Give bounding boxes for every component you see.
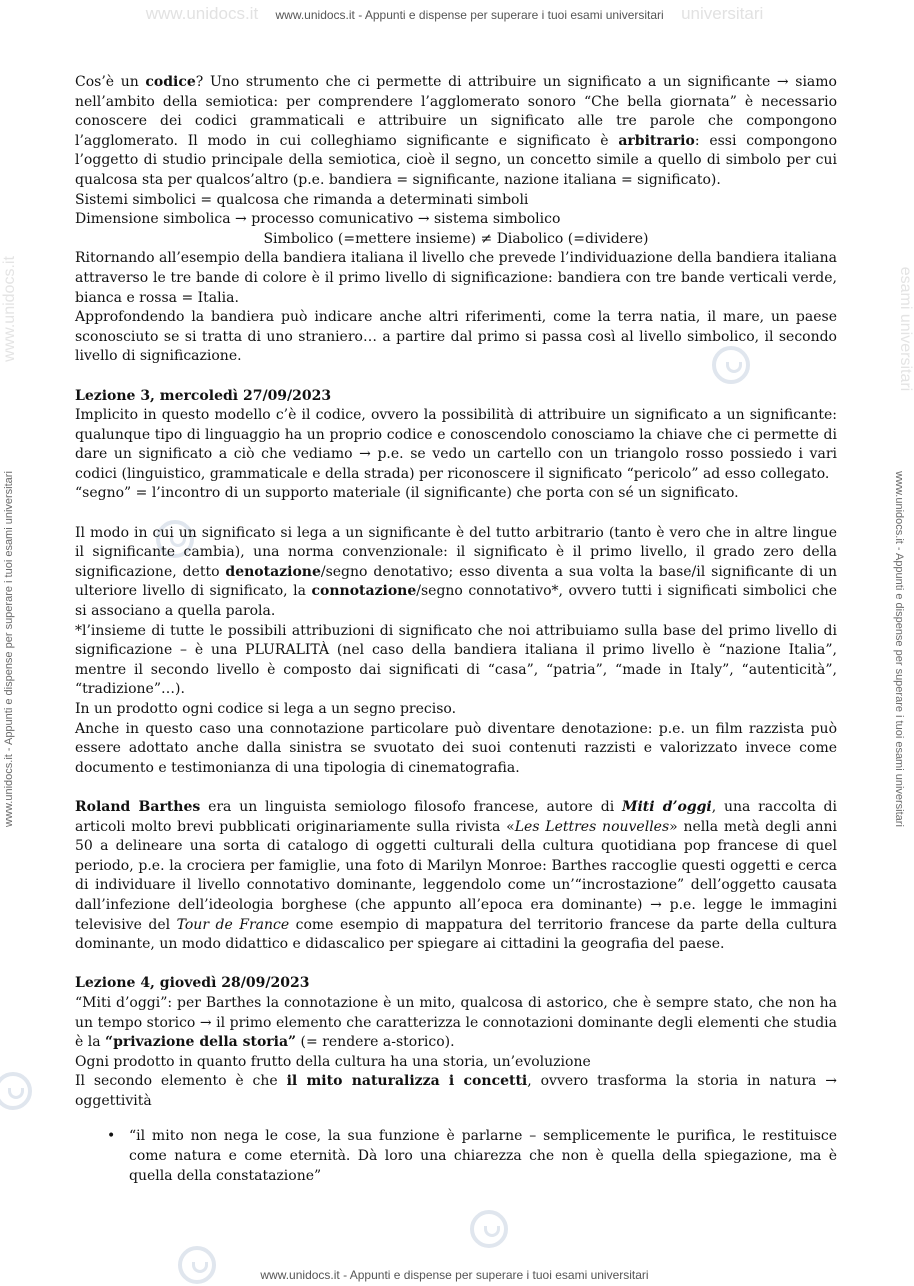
right-side-watermark: www.unidocs.it - Appunti e dispense per superare i tuoi esami universitari: [893, 471, 905, 827]
text-run: , ovvero trasforma la storia in natura → oggettività: [75, 1073, 837, 1109]
footer-watermark: [0, 1268, 909, 1282]
paragraph: Ritornando all’esempio della bandiera italiana il livello che prevede l’individuazione della bandiera italiana attraverso le tre bande di colore è il primo livello di significazione: bandiera con tre bande verticali verde, bianca e rossa = Italia.: [75, 250, 837, 306]
italic-term: Tour de France: [176, 916, 290, 933]
paragraph: Approfondendo la bandiera può indicare anche altri riferimenti, come la terra natia, il mare, un paese sconosciuto se si tratta di uno straniero… a partire dal primo si passa così al livello simbolico, il secondo livello di significazione.: [75, 309, 837, 365]
text-run: ? Uno strumento che ci permette di attribuire un significato a un significante → siamo nell’ambito della semiotica: per comprendere l’agglomerato sonoro “Che bella giornata” è necessario conoscere dei codici grammaticali e attribuire un significato alle tre parole che compongono l’agglomerato. Il modo in cui colleghiamo significante e significato è: [75, 74, 837, 149]
footer-watermark-text: www.unidocs.it - Appunti e dispense per superare i tuoi esami universitari: [260, 1268, 649, 1282]
paragraph: *l’insieme di tutte le possibili attribuzioni di significato che noi attribuiamo sulla base del primo livello di significazione – è una PLURALITÀ (nel caso della bandiera italiana il primo livello è “nazione Italia”, mentre il secondo livello è composto dai significati di “casa”, “patria”, “made in Italy”, “autenticità”, “tradizione”…).: [75, 622, 837, 698]
lesson-heading: [75, 387, 837, 407]
text-run: “Miti d’oggi”: per Barthes la connotazione è un mito, qualcosa di astorico, che è sempre stato, che non ha un tempo storico → il primo elemento che caratterizza le connotazioni dominante degli elementi che studia è la: [75, 994, 837, 1051]
text-run: era un linguista semiologo filosofo francese, autore di: [200, 798, 622, 815]
paragraph: Dimensione simbolica → processo comunicativo → sistema simbolico: [75, 211, 561, 228]
left-side-watermark: www.unidocs.it - Appunti e dispense per superare i tuoi esami universitari: [3, 471, 15, 827]
bold-term: denotazione: [225, 563, 321, 580]
unidocs-logo-icon: [178, 1246, 216, 1284]
bold-term: arbitrario: [618, 132, 695, 149]
unidocs-logo-icon: [470, 1210, 508, 1248]
quote-list: [75, 1127, 837, 1186]
bold-term: “privazione della storia”: [105, 1034, 297, 1051]
centered-line: Simbolico (=mettere insieme) ≠ Diabolico (=dividere): [263, 230, 649, 247]
paragraph: [75, 994, 837, 1053]
paragraph: [75, 1072, 837, 1111]
lesson-heading: [75, 974, 837, 994]
paragraph: Sistemi simbolici = qualcosa che rimanda a determinati simboli: [75, 191, 529, 208]
paragraph: In un prodotto ogni codice si lega a un segno preciso.: [75, 701, 457, 717]
paragraph: [75, 524, 837, 622]
text-run: : essi compongono l’oggetto di studio principale della semiotica, cioè il segno, un concetto simile a quello di simbolo per cui qualcosa sta per qualcos’altro (p.e. bandiera = significante, nazione italiana = significato).: [75, 132, 837, 188]
lesson-heading-text: Lezione 3, mercoledì 27/09/2023: [75, 387, 332, 404]
text-run: » nella metà degli anni 50 a delineare una sorta di catalogo di oggetti culturali della cultura quotidiana pop francese di quel periodo, p.e. la crociera per famiglie, una foto di Marilyn Monroe: Barthes raccoglie questi oggetti e cerca di individuare il livello connotativo dominante, leggendolo come un’“incrostazione” dell’oggetto causata dall’infezione dell’ideologia borghese (che appunto all’epoca era dominante) → p.e. legge le immagini televisive del: [75, 818, 837, 933]
text-run: /segno connotativo*, ovvero tutti i significati simbolici che si associano a quella parola.: [75, 583, 837, 620]
document-body: [75, 73, 837, 1186]
faint-right-watermark: esami universitari: [897, 266, 914, 392]
text-run: /segno denotativo; esso diventa a sua volta la base/il significante di un ulteriore livello di significato, la: [75, 563, 837, 600]
paragraph: [75, 798, 837, 955]
paragraph: Implicito in questo modello c’è il codice, ovvero la possibilità di attribuire un significato a un significante: qualunque tipo di linguaggio ha un proprio codice e conoscendolo conosciamo la chiave che ci permette di dare un significato a ciò che vediamo → p.e. se vedo un cartello con un triangolo rosso possiedo i vari codici (linguistico, grammaticale e della strada) per riconoscere il significato “pericolo” ad esso collegato.: [75, 407, 837, 482]
text-run: come esempio di mappatura del territorio francese da parte della cultura dominante, un modo didattico e didascalico per spiegare ai cittadini la geografia del paese.: [75, 916, 838, 953]
paragraph: Ogni prodotto in quanto frutto della cultura ha una storia, un’evoluzione: [75, 1053, 591, 1070]
ghost-watermark-right: universitari: [681, 4, 764, 23]
unidocs-logo-icon: [0, 1072, 32, 1110]
paragraph: Anche in questo caso una connotazione particolare può diventare denotazione: p.e. un film razzista può essere adottato anche dalla sinistra se svuotato dei suoi contenuti razzisti e valorizzato invece come documento e testimonianza di una tipologia di cinematografia.: [75, 720, 837, 776]
ghost-watermark-left: www.unidocs.it: [145, 4, 259, 23]
header-watermark-text: www.unidocs.it - Appunti e dispense per superare i tuoi esami universitari: [275, 8, 664, 22]
bold-term: Roland Barthes: [75, 798, 201, 815]
header-watermark: [0, 4, 909, 24]
list-item: • “il mito non nega le cose, la sua funzione è parlarne – semplicemente le purifica, le restituisce come natura e come eternità. Dà loro una chiarezza che non è quella della spiegazione, ma è quella della constatazione”: [129, 1127, 837, 1186]
paragraph: [75, 73, 837, 191]
bold-term: connotazione: [311, 583, 417, 600]
bold-term: codice: [145, 74, 196, 90]
text-run: (= rendere a-storico).: [296, 1034, 455, 1051]
text-run: Il modo in cui un significato si lega a un significante è del tutto arbitrario (tanto è vero che in altre lingue il significante cambia), una norma convenzionale: il significato è il primo livello, il grado zero della significazione, detto: [75, 524, 837, 580]
text-run: , una raccolta di articoli molto brevi pubblicati originariamente sulla rivista «: [75, 798, 837, 835]
text-run: Il secondo elemento è che: [75, 1073, 287, 1090]
text-run: Cos’è un: [75, 74, 146, 90]
paragraph: “segno” = l’incontro di un supporto materiale (il significante) che porta con sé un significato.: [75, 485, 739, 502]
bold-term: il mito naturalizza i concetti: [286, 1073, 528, 1090]
journal-title: Les Lettres nouvelles: [514, 818, 670, 835]
lesson-heading-text: Lezione 4, giovedì 28/09/2023: [75, 975, 310, 992]
faint-left-watermark: www.unidocs.it: [1, 256, 18, 362]
book-title: Miti d’oggi: [621, 798, 712, 815]
